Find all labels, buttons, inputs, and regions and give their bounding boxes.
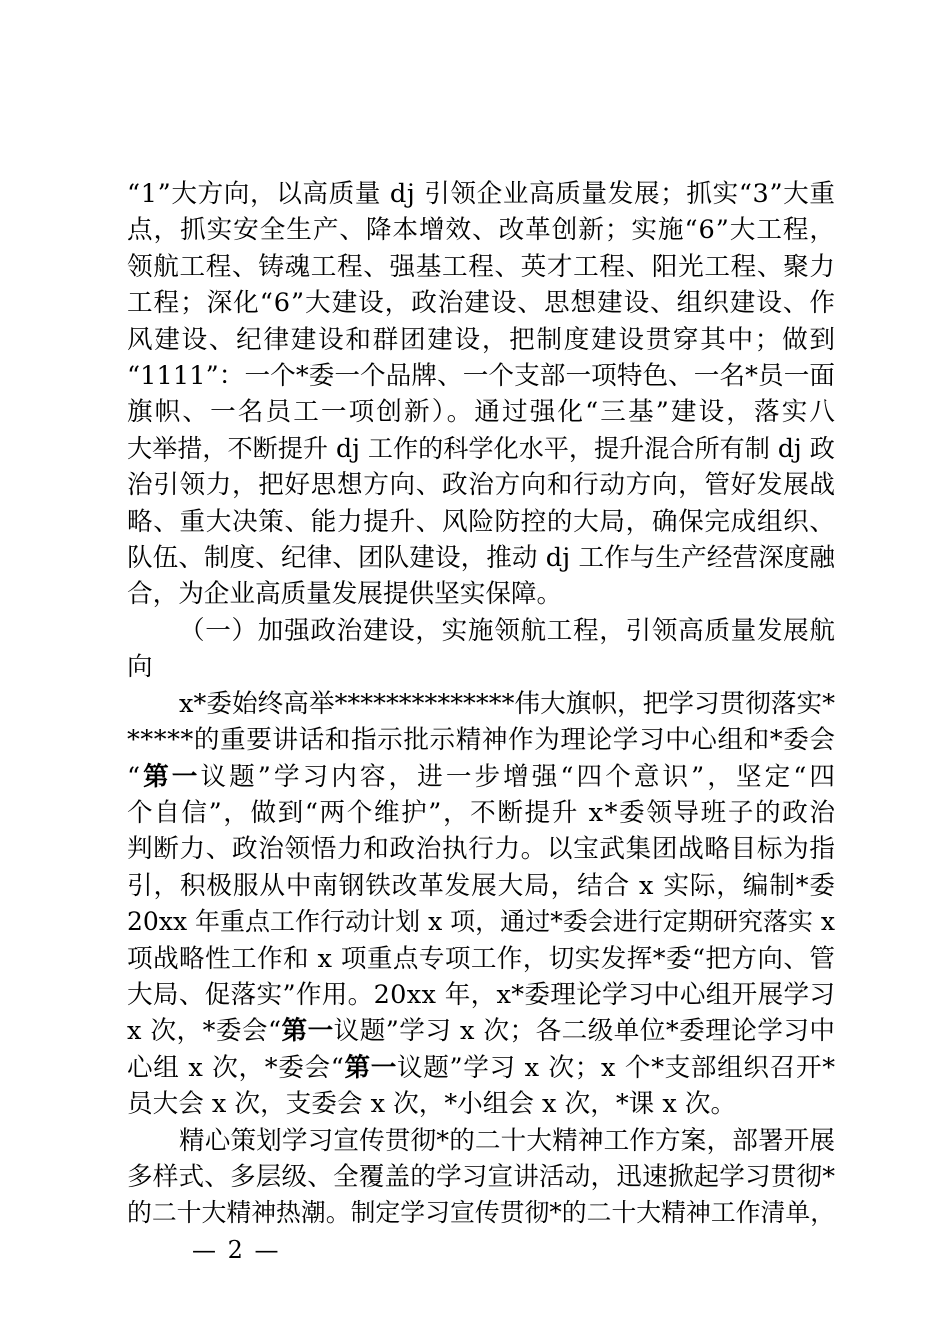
text-line: 点，抓实安全生产、降本增效、改革创新；实施“6”大工程， xyxy=(127,215,836,246)
text-line: 旗帜、一名员工一项创新）。通过强化“三基”建设，落实八 xyxy=(127,397,838,428)
text-run: “ xyxy=(127,761,144,792)
text-line: *****的重要讲话和指示批示精神作为理论学习中心组和*委会 xyxy=(127,725,836,756)
text-line xyxy=(127,1050,835,1086)
section-heading: （一）加强政治建设，实施领航工程，引领高质量发展航 xyxy=(179,615,836,646)
text-line xyxy=(127,759,839,795)
text-run: 议题”学习 x 次；x 个*支部组织召开* xyxy=(397,1052,836,1083)
text-line: 治引领力，把好思想方向、政治方向和行动方向，管好发展战 xyxy=(127,470,836,501)
text-run: 议题”学习 x 次；各二级单位*委理论学习中 xyxy=(333,1016,836,1047)
bold-term: 第一 xyxy=(143,761,201,792)
text-line: “1”大方向，以高质量 dj 引领企业高质量发展；抓实“3”大重 xyxy=(127,179,836,209)
text-line: 略、重大决策、能力提升、风险防控的大局，确保完成组织、 xyxy=(127,506,836,537)
section-heading-cont: 向 xyxy=(127,652,153,683)
text-line: “1111”：一个*委一个品牌、一个支部一项特色、一名*员一面 xyxy=(127,361,836,392)
text-run: 议题”学习内容，进一步增强“四个意识”，坚定“四 xyxy=(200,761,839,792)
text-line: 工程；深化“6”大建设，政治建设、思想建设、组织建设、作 xyxy=(127,288,836,319)
text-line: x*委始终高举**************伟大旗帜，把学习贯彻落实* xyxy=(179,688,836,719)
text-line: 个自信”，做到“两个维护”，不断提升 x*委领导班子的政治 xyxy=(127,797,837,828)
text-line: 大举措，不断提升 dj 工作的科学化水平，提升混合所有制 dj 政 xyxy=(127,433,835,463)
text-line: 判断力、政治领悟力和政治执行力。以宝武集团战略目标为指 xyxy=(127,834,836,865)
bold-term: 第一 xyxy=(344,1052,398,1083)
bold-term: 第一 xyxy=(281,1016,334,1047)
text-line: 精心策划学习宣传贯彻*的二十大精神工作方案，部署开展 xyxy=(179,1125,836,1156)
text-line: 队伍、制度、纪律、团队建设，推动 dj 工作与生产经营深度融 xyxy=(127,543,836,574)
body-text xyxy=(127,176,839,1232)
text-line: 20xx 年重点工作行动计划 x 项，通过*委会进行定期研究落实 x xyxy=(127,907,835,937)
text-line: 合，为企业高质量发展提供坚实保障。 xyxy=(127,579,563,610)
text-line: 多样式、多层级、全覆盖的学习宣讲活动，迅速掀起学习贯彻* xyxy=(127,1161,836,1192)
text-line: 项战略性工作和 x 项重点专项工作，切实发挥*委“把方向、管 xyxy=(127,943,836,974)
text-run: 心组 x 次，*委会“ xyxy=(127,1052,345,1083)
text-line xyxy=(127,1013,835,1049)
text-line: 风建设、纪律建设和群团建设，把制度建设贯穿其中；做到 xyxy=(127,324,837,355)
text-line: 大局、促落实”作用。20xx 年，x*委理论学习中心组开展学习 xyxy=(127,979,836,1010)
text-line: 引，积极服从中南钢铁改革发展大局，结合 x 实际，编制*委 xyxy=(127,870,836,901)
text-run: x 次，*委会“ xyxy=(127,1016,282,1047)
text-line: 的二十大精神热潮。制定学习宣传贯彻*的二十大精神工作清单， xyxy=(127,1198,836,1228)
text-line: 员大会 x 次，支委会 x 次，*小组会 x 次，*课 x 次。 xyxy=(127,1089,737,1120)
text-line: 领航工程、铸魂工程、强基工程、英才工程、阳光工程、聚力 xyxy=(127,251,836,282)
page-number: — 2 — xyxy=(192,1236,281,1264)
